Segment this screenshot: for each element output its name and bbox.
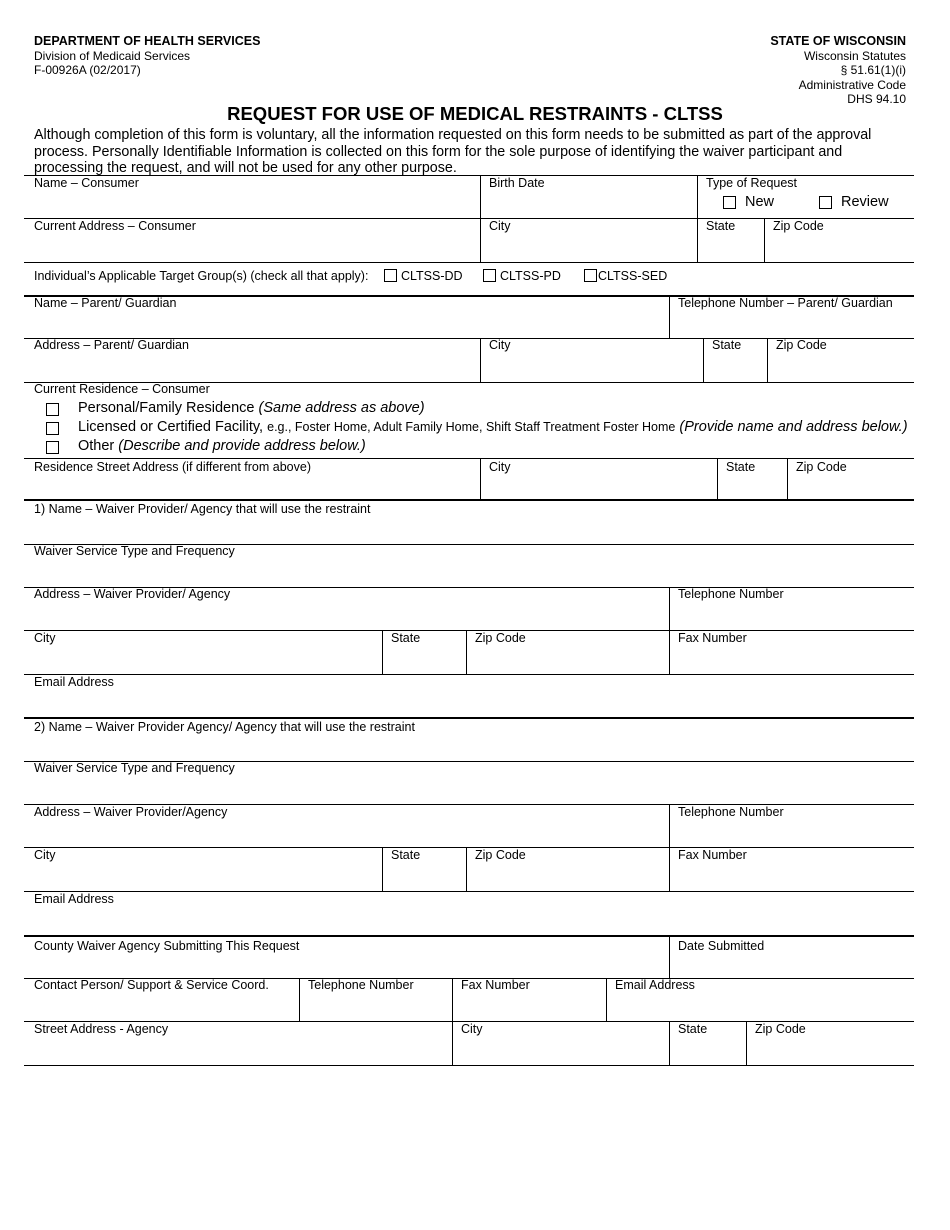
guardian-address-field[interactable]: Address – Parent/ Guardian xyxy=(34,338,189,352)
provider1-service-field[interactable]: Waiver Service Type and Frequency xyxy=(34,544,235,558)
agency-city-field[interactable]: City xyxy=(461,1022,483,1036)
guardian-state-field[interactable]: State xyxy=(712,338,742,352)
provider1-phone-field[interactable]: Telephone Number xyxy=(678,587,784,601)
consumer-zip-field[interactable]: Zip Code xyxy=(773,219,824,233)
provider2-zip-field[interactable]: Zip Code xyxy=(475,848,526,862)
cltss-pd-label: CLTSS-PD xyxy=(500,269,561,283)
guardian-zip-field[interactable]: Zip Code xyxy=(776,338,827,352)
consumer-state-field[interactable]: State xyxy=(706,219,736,233)
divider xyxy=(24,630,914,631)
personal-residence-checkbox[interactable] xyxy=(46,403,59,416)
consumer-address-field[interactable]: Current Address – Consumer xyxy=(34,219,196,233)
cltss-pd-checkbox[interactable] xyxy=(483,269,496,282)
provider1-state-field[interactable]: State xyxy=(391,631,421,645)
divider xyxy=(717,458,718,500)
statute-section: § 51.61(1)(i) xyxy=(840,63,906,77)
provider1-fax-field[interactable]: Fax Number xyxy=(678,631,747,645)
agency-state-field[interactable]: State xyxy=(678,1022,708,1036)
state-name: STATE OF WISCONSIN xyxy=(770,34,906,48)
divider xyxy=(787,458,788,500)
divider xyxy=(299,978,300,1021)
date-submitted-field[interactable]: Date Submitted xyxy=(678,939,765,953)
division-name: Division of Medicaid Services xyxy=(34,48,191,63)
divider xyxy=(466,630,467,674)
form-number: F-00926A (02/2017) xyxy=(34,63,141,77)
guardian-city-field[interactable]: City xyxy=(489,338,511,352)
divider xyxy=(24,891,914,892)
residence-zip-field[interactable]: Zip Code xyxy=(796,460,847,474)
provider1-name-field[interactable]: 1) Name – Waiver Provider/ Agency that will use the restraint xyxy=(34,502,371,516)
provider1-address-field[interactable]: Address – Waiver Provider/ Agency xyxy=(34,587,231,601)
personal-residence-note: (Same address as above) xyxy=(258,400,425,416)
county-fax-field[interactable]: Fax Number xyxy=(461,978,530,992)
divider xyxy=(466,847,467,891)
licensed-facility-note: (Provide name and address below.) xyxy=(679,419,908,435)
county-email-field[interactable]: Email Address xyxy=(615,978,695,992)
consumer-city-field[interactable]: City xyxy=(489,219,511,233)
divider xyxy=(669,1021,670,1065)
contact-person-field[interactable]: Contact Person/ Support & Service Coord. xyxy=(34,978,269,992)
provider2-phone-field[interactable]: Telephone Number xyxy=(678,805,784,819)
personal-residence-label: Personal/Family Residence xyxy=(78,400,255,416)
divider xyxy=(746,1021,747,1065)
provider2-address-field[interactable]: Address – Waiver Provider/Agency xyxy=(34,805,228,819)
provider2-city-field[interactable]: City xyxy=(34,848,56,862)
residence-city-field[interactable]: City xyxy=(489,460,511,474)
birth-date-field[interactable]: Birth Date xyxy=(489,176,545,190)
provider1-zip-field[interactable]: Zip Code xyxy=(475,631,526,645)
divider xyxy=(480,338,481,382)
agency-zip-field[interactable]: Zip Code xyxy=(755,1022,806,1036)
provider2-fax-field[interactable]: Fax Number xyxy=(678,848,747,862)
divider xyxy=(24,935,914,937)
other-residence-label: Other xyxy=(78,438,115,454)
cltss-dd-label: CLTSS-DD xyxy=(401,269,463,283)
provider2-service-field[interactable]: Waiver Service Type and Frequency xyxy=(34,761,235,775)
divider xyxy=(24,847,914,848)
personal-residence-option xyxy=(78,400,425,416)
divider xyxy=(767,338,768,382)
provider1-city-field[interactable]: City xyxy=(34,631,56,645)
other-residence-note: (Describe and provide address below.) xyxy=(118,438,366,454)
provider2-name-field[interactable]: 2) Name – Waiver Provider Agency/ Agency that will use the restraint xyxy=(34,720,415,734)
licensed-facility-examples: e.g., Foster Home, Adult Family Home, Shift Staff Treatment Foster Home xyxy=(267,420,676,434)
new-request-label: New xyxy=(745,194,775,210)
licensed-facility-checkbox[interactable] xyxy=(46,422,59,435)
divider xyxy=(24,499,914,501)
cltss-dd-checkbox[interactable] xyxy=(384,269,397,282)
divider xyxy=(24,674,914,675)
other-residence-checkbox[interactable] xyxy=(46,441,59,454)
form-title: REQUEST FOR USE OF MEDICAL RESTRAINTS - CLTSS xyxy=(227,103,723,124)
divider xyxy=(703,338,704,382)
divider xyxy=(24,458,914,459)
divider xyxy=(382,847,383,891)
county-phone-field[interactable]: Telephone Number xyxy=(308,978,414,992)
licensed-facility-option xyxy=(78,419,908,435)
current-residence-heading: Current Residence – Consumer xyxy=(34,382,210,396)
divider xyxy=(669,936,670,978)
guardian-name-field[interactable]: Name – Parent/ Guardian xyxy=(34,296,177,310)
cltss-sed-label: CLTSS-SED xyxy=(598,269,668,283)
other-residence-option xyxy=(78,438,366,454)
provider1-email-field[interactable]: Email Address xyxy=(34,675,114,689)
divider xyxy=(24,1065,914,1066)
statutes-label: Wisconsin Statutes xyxy=(803,48,906,63)
divider xyxy=(452,978,453,1021)
divider xyxy=(452,1021,453,1065)
target-group-label: Individual’s Applicable Target Group(s) (check all that apply): xyxy=(34,269,369,283)
provider2-state-field[interactable]: State xyxy=(391,848,421,862)
review-request-checkbox[interactable] xyxy=(819,196,832,209)
new-request-checkbox[interactable] xyxy=(723,196,736,209)
cltss-sed-checkbox[interactable] xyxy=(584,269,597,282)
divider xyxy=(382,630,383,674)
residence-state-field[interactable]: State xyxy=(726,460,756,474)
divider xyxy=(480,458,481,500)
header-right xyxy=(770,34,906,107)
department-name: DEPARTMENT OF HEALTH SERVICES xyxy=(34,34,261,48)
licensed-facility-label: Licensed or Certified Facility, xyxy=(78,419,264,435)
residence-street-field[interactable]: Residence Street Address (if different from above) xyxy=(34,460,311,474)
county-agency-field[interactable]: County Waiver Agency Submitting This Request xyxy=(34,939,300,953)
divider xyxy=(669,296,670,338)
consumer-name-field[interactable]: Name – Consumer xyxy=(34,176,139,190)
divider xyxy=(764,218,765,262)
admin-code-label: Administrative Code xyxy=(798,77,906,92)
dhs-code: DHS 94.10 xyxy=(847,92,906,106)
type-of-request-label: Type of Request xyxy=(706,176,798,190)
divider xyxy=(24,262,914,263)
agency-street-field[interactable]: Street Address - Agency xyxy=(34,1022,169,1036)
divider xyxy=(606,978,607,1021)
guardian-phone-field[interactable]: Telephone Number – Parent/ Guardian xyxy=(678,296,893,310)
provider2-email-field[interactable]: Email Address xyxy=(34,892,114,906)
divider xyxy=(24,717,914,719)
header-left xyxy=(34,34,260,78)
intro-paragraph: Although completion of this form is voluntary, all the information requested on this form needs to be submitted as part of the approval process. Personally Identifiable Information is collected on this form for the sole purpose of identifying the waiver participant and processing the request, and will not be used for any other purpose. xyxy=(34,127,872,176)
review-request-label: Review xyxy=(841,194,889,210)
